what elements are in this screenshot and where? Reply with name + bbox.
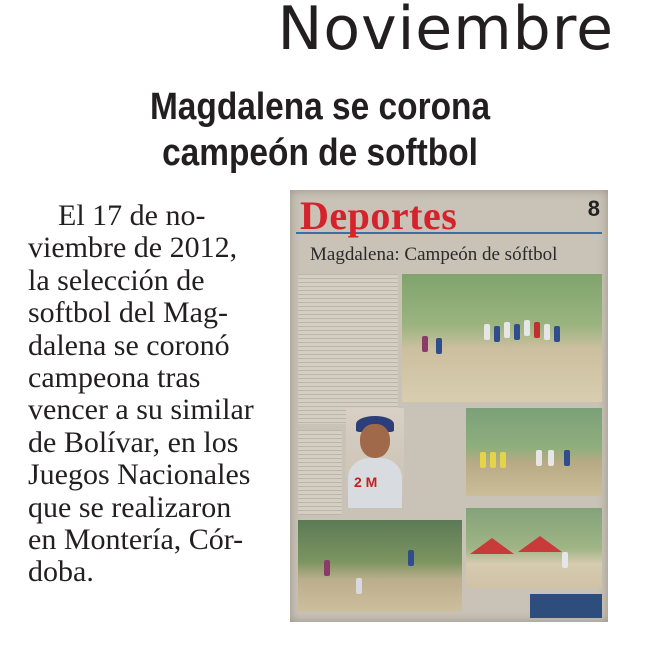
- body-line: El 17 de no-: [58, 199, 206, 232]
- clipping-advert: [530, 594, 602, 618]
- body-line: que se realizaron: [28, 490, 232, 524]
- body-line: Juegos Nacionales: [28, 458, 251, 492]
- clipping-page-number: 8: [587, 196, 600, 221]
- article-body: [28, 200, 270, 589]
- body-line: de Bolívar, en los: [28, 425, 239, 459]
- clipping-brand: Deportes: [300, 193, 458, 238]
- headline-line-1: Magdalena se corona: [149, 86, 491, 128]
- headline-line-2: campeón de softbol: [162, 132, 478, 174]
- body-line: doba.: [28, 555, 94, 589]
- ceremony-photo: [466, 408, 602, 496]
- clipping-text-column: [298, 274, 398, 424]
- body-line: softbol del Mag-: [28, 296, 228, 330]
- clipping-text-column: [298, 430, 342, 515]
- body-line: dalena se coronó: [28, 328, 230, 362]
- newspaper-clipping-photo: [290, 190, 608, 622]
- section-month-title: Noviembre: [277, 0, 614, 64]
- body-line: vencer a su similar: [28, 393, 254, 427]
- article-headline: [91, 84, 549, 176]
- tents-photo: [466, 508, 602, 588]
- player-portrait-photo: [346, 408, 404, 508]
- team-celebration-photo: [402, 274, 602, 402]
- game-action-photo: [298, 520, 462, 612]
- body-line: la selección de: [28, 263, 205, 297]
- clipping-title: Magdalena: Campeón de sóftbol: [310, 244, 558, 265]
- body-line: en Montería, Cór-: [28, 523, 244, 557]
- clipping-masthead: [296, 193, 602, 238]
- jersey-number: 2 M: [354, 474, 378, 490]
- body-line: campeona tras: [28, 361, 201, 395]
- body-line: viembre de 2012,: [28, 231, 238, 265]
